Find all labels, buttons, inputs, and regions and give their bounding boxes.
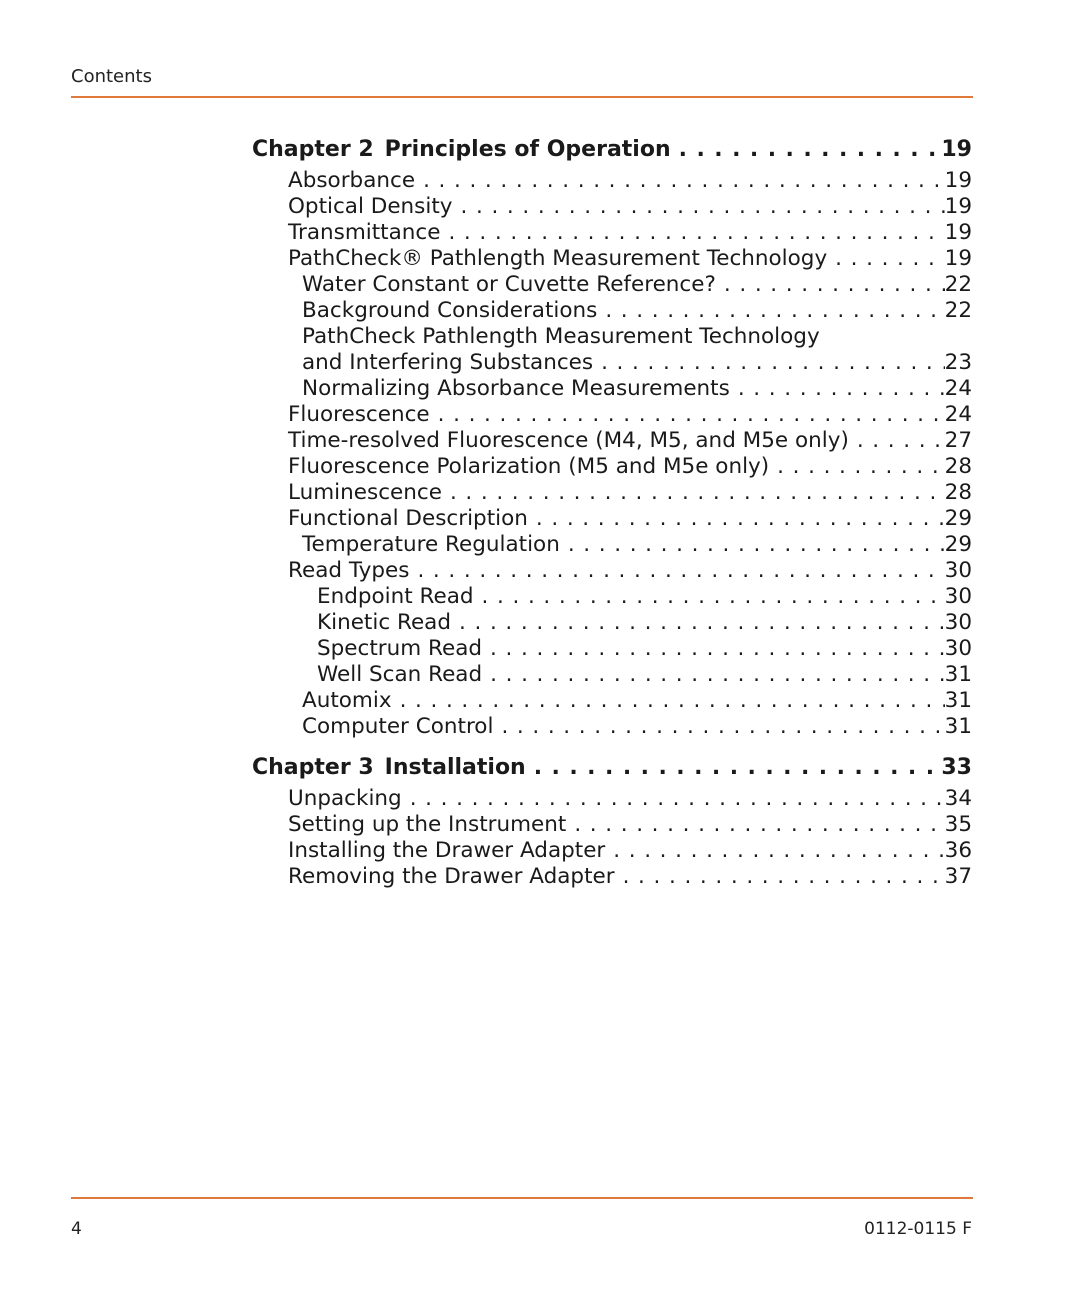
toc-entry-removing-adapter[interactable]: [252, 864, 972, 890]
toc-entry-time-resolved[interactable]: [252, 428, 972, 454]
toc-entry-read-types[interactable]: [252, 558, 972, 584]
page-number: 24: [944, 402, 972, 427]
toc-entry-unpacking[interactable]: [252, 786, 972, 812]
toc-entry-interfering-substances[interactable]: [252, 324, 972, 376]
toc-entry-luminescence[interactable]: [252, 480, 972, 506]
entry-label: Fluorescence Polarization (M5 and M5e only): [288, 454, 770, 479]
entry-label: Spectrum Read: [317, 636, 483, 661]
toc-entry-spectrum-read[interactable]: [252, 636, 972, 662]
entry-label: Absorbance: [288, 168, 416, 193]
page-number: 27: [944, 428, 972, 453]
page-number: 19: [944, 246, 972, 271]
page-number: 22: [944, 272, 972, 297]
dot-leader: [528, 506, 945, 532]
page-number: 19: [944, 194, 972, 219]
entry-label: Water Constant or Cuvette Reference?: [302, 272, 716, 297]
page-number: 22: [944, 298, 972, 323]
entry-label: Background Considerations: [302, 298, 598, 323]
dot-leader: [442, 480, 945, 506]
toc-entry-absorbance[interactable]: [252, 168, 972, 194]
dot-leader: [769, 454, 944, 480]
dot-leader: [526, 752, 942, 784]
entry-label: Optical Density: [288, 194, 453, 219]
dot-leader: [482, 662, 945, 688]
page-number: 19: [944, 220, 972, 245]
dot-leader: [474, 584, 945, 610]
entry-label: Luminescence: [288, 480, 442, 505]
dot-leader: [671, 134, 942, 166]
footer-doc-id: 0112-0115 F: [864, 1219, 972, 1239]
page-number: 31: [944, 688, 972, 713]
dot-leader: [493, 714, 944, 740]
toc-entry-setting-up[interactable]: [252, 812, 972, 838]
chapter-number: Chapter 2: [252, 137, 374, 162]
toc-entry-automix[interactable]: [252, 688, 972, 714]
dot-leader: [482, 636, 945, 662]
dot-leader: [430, 402, 945, 428]
toc-chapter-3[interactable]: [252, 752, 972, 784]
dot-leader: [827, 246, 944, 272]
page-number: 24: [944, 376, 972, 401]
toc-entry-temperature-regulation[interactable]: [252, 532, 972, 558]
dot-leader: [605, 838, 944, 864]
page-number: 19: [941, 137, 972, 162]
page-number: 30: [944, 610, 972, 635]
entry-label-line2: and Interfering Substances: [302, 350, 594, 375]
entry-label: Read Types: [288, 558, 410, 583]
dot-leader: [402, 786, 945, 812]
page-number: 36: [944, 838, 972, 863]
dot-leader: [440, 220, 944, 246]
entry-label: Temperature Regulation: [302, 532, 560, 557]
chapter-number: Chapter 3: [252, 755, 374, 780]
toc-entry-fluorescence[interactable]: [252, 402, 972, 428]
dot-leader: [566, 812, 944, 838]
page-number: 29: [944, 506, 972, 531]
dot-leader: [716, 272, 945, 298]
dot-leader: [451, 610, 945, 636]
dot-leader: [409, 558, 944, 584]
entry-label: Computer Control: [302, 714, 494, 739]
page-number: 34: [944, 786, 972, 811]
footer-rule: [71, 1197, 973, 1199]
entry-label-line1: PathCheck Pathlength Measurement Technology: [302, 324, 820, 349]
dot-leader: [392, 688, 945, 714]
toc-entry-well-scan-read[interactable]: [252, 662, 972, 688]
entry-label: Functional Description: [288, 506, 528, 531]
entry-label: Time-resolved Fluorescence (M4, M5, and M5e only): [288, 428, 849, 453]
table-of-contents: [252, 134, 972, 890]
footer-page-number: 4: [71, 1219, 82, 1239]
toc-entry-optical-density[interactable]: [252, 194, 972, 220]
toc-entry-normalizing[interactable]: [252, 376, 972, 402]
entry-label: Fluorescence: [288, 402, 430, 427]
dot-leader: [453, 194, 945, 220]
page-number: 33: [941, 755, 972, 780]
dot-leader: [730, 376, 945, 402]
page-number: 31: [944, 662, 972, 687]
toc-entry-functional-description[interactable]: [252, 506, 972, 532]
page-number: 29: [944, 532, 972, 557]
dot-leader: [597, 298, 944, 324]
chapter-title: Installation: [384, 755, 526, 780]
toc-entry-water-constant[interactable]: [252, 272, 972, 298]
entry-label: Transmittance: [288, 220, 441, 245]
dot-leader: [560, 532, 945, 558]
entry-label: Automix: [302, 688, 392, 713]
entry-label: Well Scan Read: [317, 662, 483, 687]
entry-label: Endpoint Read: [317, 584, 474, 609]
entry-label: Setting up the Instrument: [288, 812, 567, 837]
toc-entry-endpoint-read[interactable]: [252, 584, 972, 610]
dot-leader: [593, 350, 945, 376]
header-rule: [71, 96, 973, 98]
page-number: 30: [944, 636, 972, 661]
page-number: 30: [944, 584, 972, 609]
entry-label: PathCheck® Pathlength Measurement Technology: [288, 246, 828, 271]
page-number: 31: [944, 714, 972, 739]
page-number: 37: [944, 864, 972, 889]
page-number: 30: [944, 558, 972, 583]
entry-label: Normalizing Absorbance Measurements: [302, 376, 730, 401]
dot-leader: [615, 864, 945, 890]
page-number: 19: [944, 168, 972, 193]
toc-entry-kinetic-read[interactable]: [252, 610, 972, 636]
page-number: 28: [944, 454, 972, 479]
dot-leader: [849, 428, 945, 454]
entry-label: Unpacking: [288, 786, 402, 811]
page-number: 28: [944, 480, 972, 505]
page-number: 35: [944, 812, 972, 837]
dot-leader: [415, 168, 945, 194]
toc-entry-transmittance[interactable]: [252, 220, 972, 246]
page-number: 23: [944, 350, 972, 375]
entry-label: Kinetic Read: [317, 610, 452, 635]
running-header: Contents: [71, 66, 152, 87]
toc-entry-fluorescence-polarization[interactable]: [252, 454, 972, 480]
entry-label: Removing the Drawer Adapter: [288, 864, 615, 889]
chapter-title: Principles of Operation: [384, 137, 671, 162]
toc-entry-installing-adapter[interactable]: [252, 838, 972, 864]
toc-entry-pathcheck[interactable]: [252, 246, 972, 272]
toc-entry-background[interactable]: [252, 298, 972, 324]
toc-entry-computer-control[interactable]: [252, 714, 972, 740]
entry-label: Installing the Drawer Adapter: [288, 838, 606, 863]
toc-chapter-2[interactable]: [252, 134, 972, 166]
